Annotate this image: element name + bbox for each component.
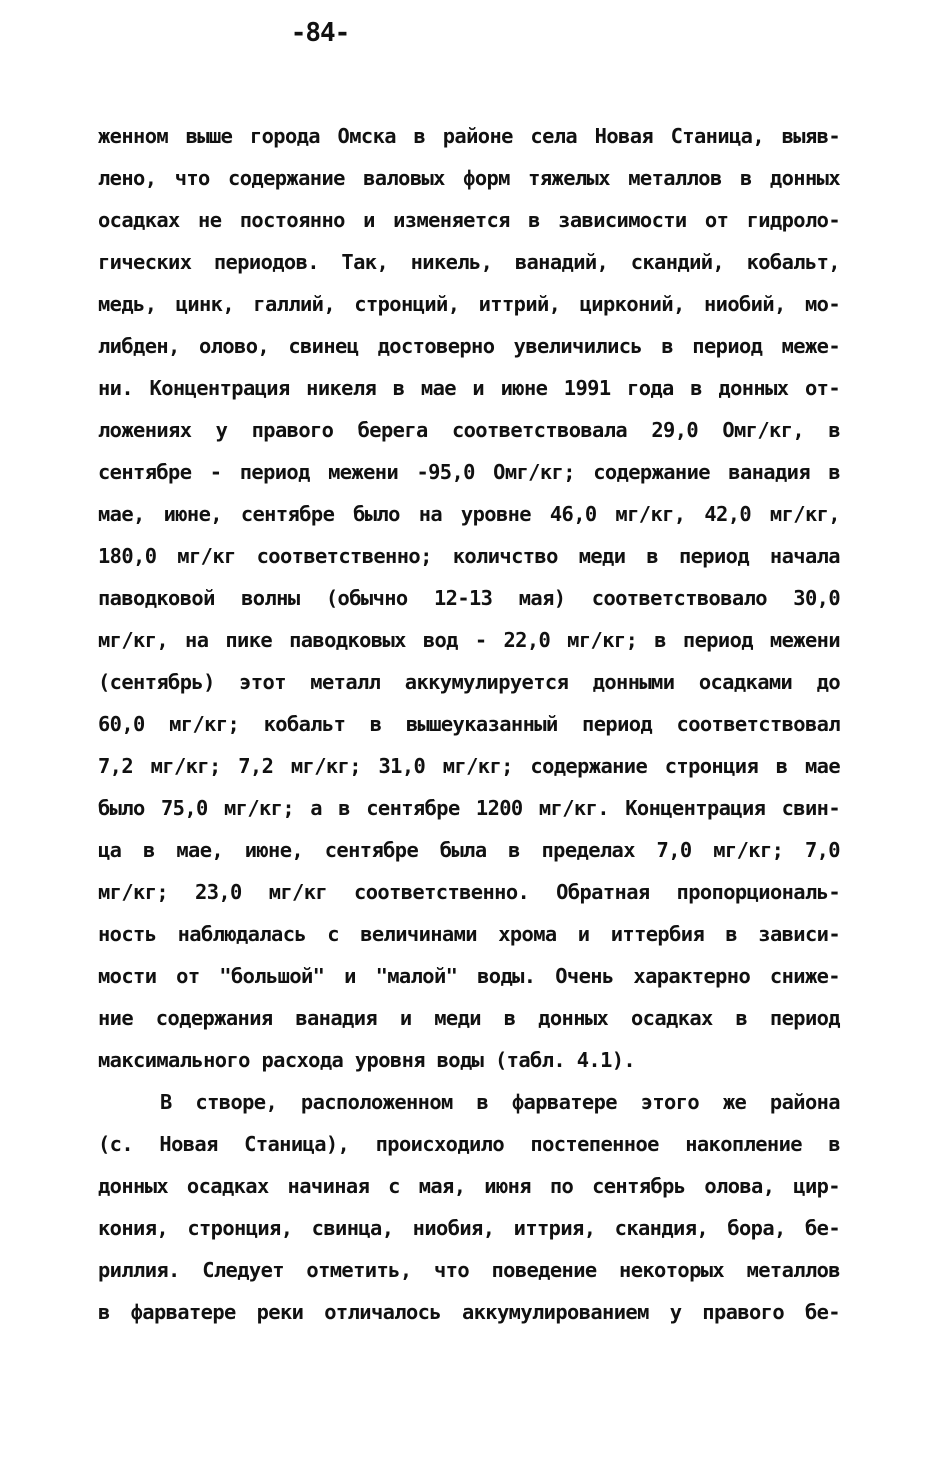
text-line: мае, июне, сентябре было на уровне 46,0 мг/кг, 42,0 мг/кг, <box>98 502 840 526</box>
text-line: осадках не постоянно и изменяется в зависимости от гидроло- <box>98 208 840 232</box>
text-line: мости от "большой" и "малой" воды. Очень характерно сниже- <box>98 964 840 988</box>
text-line: паводковой волны (обычно 12-13 мая) соответствовало 30,0 <box>98 586 840 610</box>
text-line: сентябре - период межени -95,0 Омг/кг; содержание ванадия в <box>98 460 840 484</box>
text-line: 180,0 мг/кг соответственно; количство меди в период начала <box>98 544 840 568</box>
text-line: в фарватере реки отличалось аккумулированием у правого бе- <box>98 1300 840 1324</box>
text-line: ни. Концентрация никеля в мае и июне 1991 года в донных от- <box>98 376 840 400</box>
text-line: 7,2 мг/кг; 7,2 мг/кг; 31,0 мг/кг; содержание стронция в мае <box>98 754 840 778</box>
text-line: женном выше города Омска в районе села Новая Станица, выяв- <box>98 124 840 148</box>
text-line: риллия. Следует отметить, что поведение некоторых металлов <box>98 1258 840 1282</box>
text-line: либден, олово, свинец достоверно увеличились в период меже- <box>98 334 840 358</box>
text-line: ние содержания ванадия и меди в донных осадках в период <box>98 1006 840 1030</box>
document-body <box>98 115 840 1333</box>
text-line: мг/кг; 23,0 мг/кг соответственно. Обратная пропорциональ- <box>98 880 840 904</box>
text-line: максимального расхода уровня воды (табл. 4.1). <box>98 1048 636 1072</box>
text-line: ца в мае, июне, сентябре была в пределах 7,0 мг/кг; 7,0 <box>98 838 840 862</box>
text-line: (с. Новая Станица), происходило постепенное накопление в <box>98 1132 840 1156</box>
text-line: (сентябрь) этот металл аккумулируется донными осадками до <box>98 670 840 694</box>
text-line: 60,0 мг/кг; кобальт в вышеуказанный период соответствовал <box>98 712 840 736</box>
text-line: ность наблюдалась с величинами хрома и иттербия в зависи- <box>98 922 840 946</box>
text-line: гических периодов. Так, никель, ванадий, скандий, кобальт, <box>98 250 840 274</box>
text-line: кония, стронция, свинца, ниобия, иттрия, скандия, бора, бе- <box>98 1216 840 1240</box>
text-line: мг/кг, на пике паводковых вод - 22,0 мг/кг; в период межени <box>98 628 840 652</box>
text-line: лено, что содержание валовых форм тяжелых металлов в донных <box>98 166 840 190</box>
text-line: донных осадках начиная с мая, июня по сентябрь олова, цир- <box>98 1174 840 1198</box>
page-number: -84- <box>290 18 350 48</box>
text-line: медь, цинк, галлий, стронций, иттрий, цирконий, ниобий, мо- <box>98 292 840 316</box>
text-line: В створе, расположенном в фарватере этого же района <box>160 1090 840 1114</box>
text-line: было 75,0 мг/кг; а в сентябре 1200 мг/кг. Концентрация свин- <box>98 796 840 820</box>
text-line: ложениях у правого берега соответствовала 29,0 Омг/кг, в <box>98 418 840 442</box>
